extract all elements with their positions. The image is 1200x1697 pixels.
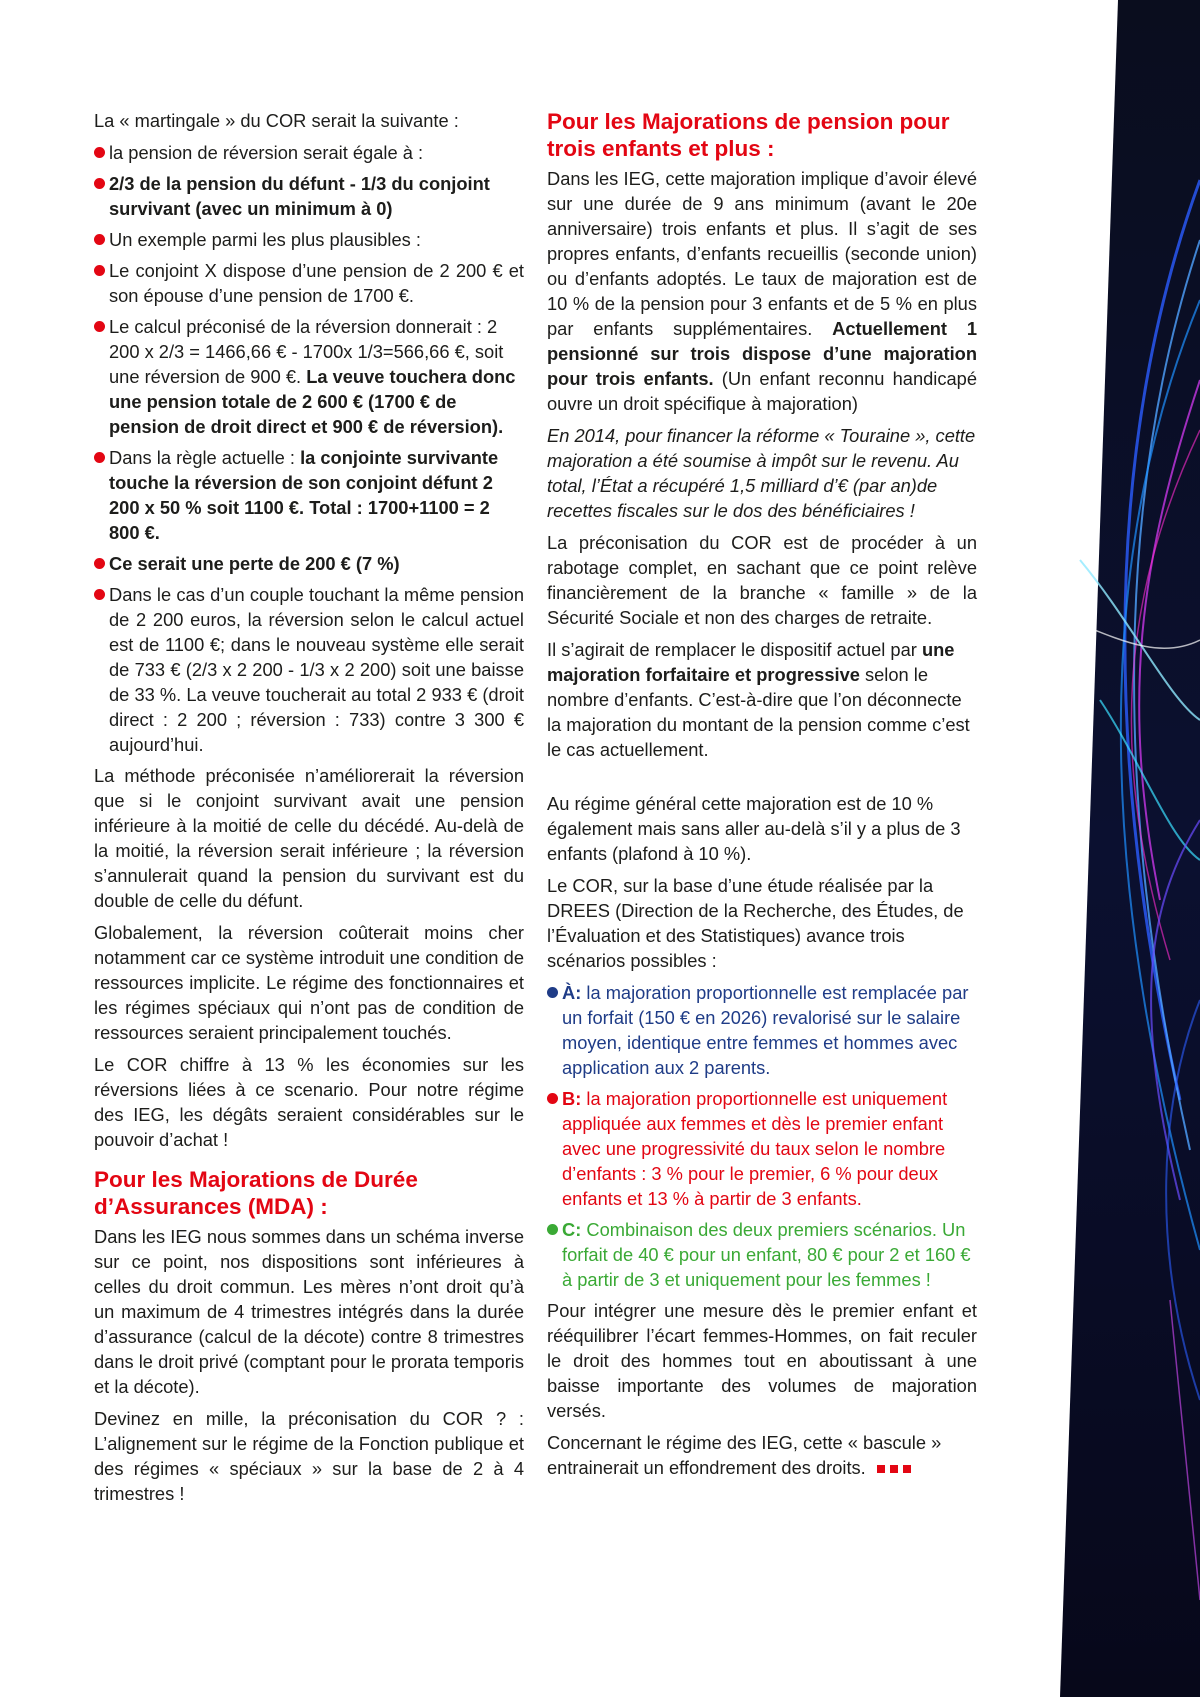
scenario-c [547, 1217, 977, 1292]
paragraph: La préconisation du COR est de procéder à un rabotage complet, en sachant que ce point relève financièrement de la branche « famille » de la Sécurité Sociale et non des charges de retraite. [547, 532, 977, 628]
list-item [94, 314, 524, 439]
paragraph-bold: Actuellement 1 pensionné sur trois dispose d’une majoration pour trois enfants. [547, 318, 977, 389]
scenario-text: la majoration proportionnelle est remplacée par un forfait (150 € en 2026) revalorisé sur le salaire moyen, identique entre femmes et hommes avec application aux 2 parents. [562, 982, 969, 1078]
paragraph-text: Dans les IEG, cette majoration implique d’avoir élevé sur une durée de 9 ans minimum (avant le 20e anniversaire) trois enfants et plus. Il s’agit de ses propres enfants, d’enfants recueillis (seconde union) ou d’enfants adoptés. Le taux de majoration est de 10 % de la pension pour 3 enfants et de 5 % en plus par enfants supplémentaires. [547, 168, 977, 339]
paragraph: Pour intégrer une mesure dès le premier enfant et rééquilibrer l’écart femmes-Hommes, on fait reculer le droit des hommes tout en aboutissant à une baisse importante des volumes de majoration versés. [547, 1300, 977, 1421]
bullet-icon [94, 452, 105, 463]
light-trails-graphic [1060, 0, 1200, 1697]
bullet-icon [94, 558, 105, 569]
list-item-text: la pension de réversion serait égale à : [109, 142, 424, 163]
bullet-icon [94, 178, 105, 189]
list-item [94, 171, 524, 221]
paragraph-text: Concernant le régime des IEG, cette « bascule » entrainerait un effondrement des droits. [547, 1432, 942, 1478]
paragraph: Le COR, sur la base d’une étude réalisée par la DREES (Direction de la Recherche, des Études, de l’Évaluation et des Statistiques) avance trois scénarios possibles : [547, 875, 964, 971]
bullet-icon [94, 321, 105, 332]
italic-paragraph: En 2014, pour financer la réforme « Touraine », cette majoration a été soumise à impôt sur le revenu. Au total, l’État a récupéré 1,5 milliard d’€ (par an)de recettes fiscales sur le dos des bénéficiaires ! [547, 425, 976, 521]
paragraph-bold: une majoration forfaitaire et progressive [547, 639, 955, 685]
list-item-text: 2/3 de la pension du défunt - 1/3 du conjoint survivant (avec un minimum à 0) [109, 173, 490, 219]
bullet-icon [94, 589, 105, 600]
paragraph: Le COR chiffre à 13 % les économies sur les réversions liées à ce scenario. Pour notre régime des IEG, les dégâts seraient considérables sur le pouvoir d’achat ! [94, 1054, 524, 1150]
bullet-icon [94, 147, 105, 158]
paragraph: Devinez en mille, la préconisation du COR ? : L’alignement sur le régime de la Fonction publique et des régimes « spéciaux » sur la base de 2 à 4 trimestres ! [94, 1408, 524, 1504]
spacer [547, 769, 977, 791]
bullet-icon [547, 1093, 558, 1104]
intro-paragraph: La « martingale » du COR serait la suivante : [94, 110, 459, 131]
list-item [94, 582, 524, 757]
scenario-label: B: [562, 1088, 582, 1109]
list-item-text: Dans la règle actuelle : [109, 447, 295, 468]
list-item-bold: la conjointe survivante touche la réversion de son conjoint défunt 2 200 x 50 % soit 1100 €. Total : 1700+1100 = 2 800 €. [109, 447, 499, 543]
paragraph-text: Il s’agirait de remplacer le dispositif actuel par [547, 639, 917, 660]
paragraph: Dans les IEG nous sommes dans un schéma inverse sur ce point, nos dispositions sont inférieures à celles du droit commun. Les mères n’ont droit qu’à un maximum de 4 trimestres intégrés dans la durée d’assurance (calcul de la décote) contre 8 trimestres dans le droit privé (comptant pour le prorata temporis et la décote). [94, 1226, 524, 1397]
scenario-label: C: [562, 1219, 582, 1240]
bullet-icon [547, 1224, 558, 1235]
paragraph [547, 637, 977, 762]
list-item [94, 258, 524, 308]
right-column [547, 108, 977, 1487]
paragraph-text: (Un enfant reconnu handicapé ouvre un droit spécifique à majoration) [547, 368, 977, 414]
list-item [94, 140, 524, 165]
list-item [94, 445, 524, 545]
scenario-text: Combinaison des deux premiers scénarios. Un forfait de 40 € pour un enfant, 80 € pour 2 et 160 € à partir de 3 et uniquement pour les femmes ! [562, 1219, 971, 1290]
bullet-icon [94, 234, 105, 245]
paragraph [547, 166, 977, 416]
scenario-text: la majoration proportionnelle est uniquement appliquée aux femmes et dès le premier enfant avec une progressivité du taux selon le nombre d’enfants : 3 % pour le premier, 6 % pour deux enfants et 13 % à partir de 3 enfants. [562, 1088, 948, 1209]
scenario-b [547, 1086, 977, 1211]
section-heading-majorations: Pour les Majorations de pension pour trois enfants et plus : [547, 109, 950, 161]
end-marker-icon [872, 1457, 911, 1478]
scenario-label: À: [562, 982, 582, 1003]
list-item-text: Un exemple parmi les plus plausibles : [109, 229, 421, 250]
paragraph-text: selon le nombre d’enfants. C’est-à-dire que l’on déconnecte la majoration du montant de la pension comme c’est le cas actuellement. [547, 664, 970, 760]
scenario-a [547, 980, 977, 1080]
list-item-bold: La veuve touchera donc une pension totale de 2 600 € (1700 € de pension de droit direct et 900 € de réversion). [109, 366, 516, 437]
list-item-text: Dans le cas d’un couple touchant la même pension de 2 200 euros, la réversion selon le calcul actuel est de 1100 €; dans le nouveau système elle serait de 733 € (2/3 x 2 200 - 1/3 x 2 200) soit une baisse de 33 %. La veuve toucherait au total 2 933 € (droit direct : 2 200 ; réversion : 733) contre 3 300 € aujourd’hui. [109, 584, 524, 755]
left-column [94, 108, 524, 1513]
list-item-text: Ce serait une perte de 200 € (7 %) [109, 553, 400, 574]
list-item-text: Le conjoint X dispose d’une pension de 2 200 € et son épouse d’une pension de 1700 €. [109, 260, 524, 306]
paragraph: La méthode préconisée n’améliorerait la réversion que si le conjoint survivant avait une pension inférieure à la moitié de celle du décédé. Au-delà de la moitié, la réversion serait inférieure ; la réversion s’annulerait quand la pension du survivant est du double de celle du défunt. [94, 765, 524, 911]
paragraph: Globalement, la réversion coûterait moins cher notamment car ce système introduit une condition de ressources implicite. Le régime des fonctionnaires et les régimes spéciaux qui n’ont pas de condition de ressources seraient principalement touchés. [94, 922, 524, 1043]
section-heading-mda: Pour les Majorations de Durée d’Assurances (MDA) : [94, 1167, 418, 1219]
scenario-list [547, 980, 977, 1292]
list-item-text: Le calcul préconisé de la réversion donnerait : 2 200 x 2/3 = 1466,66 € - 1700x 1/3=566,66 €, soit une réversion de 900 €. [109, 316, 504, 387]
list-item [94, 227, 524, 252]
bullet-icon [94, 265, 105, 276]
light-trails-artwork-icon [1060, 0, 1200, 1697]
cor-formula-list [94, 140, 524, 757]
paragraph: Au régime général cette majoration est de 10 % également mais sans aller au-delà s’il y a plus de 3 enfants (plafond à 10 %). [547, 793, 961, 864]
list-item [94, 551, 524, 576]
bullet-icon [547, 987, 558, 998]
closing-paragraph [547, 1430, 977, 1480]
